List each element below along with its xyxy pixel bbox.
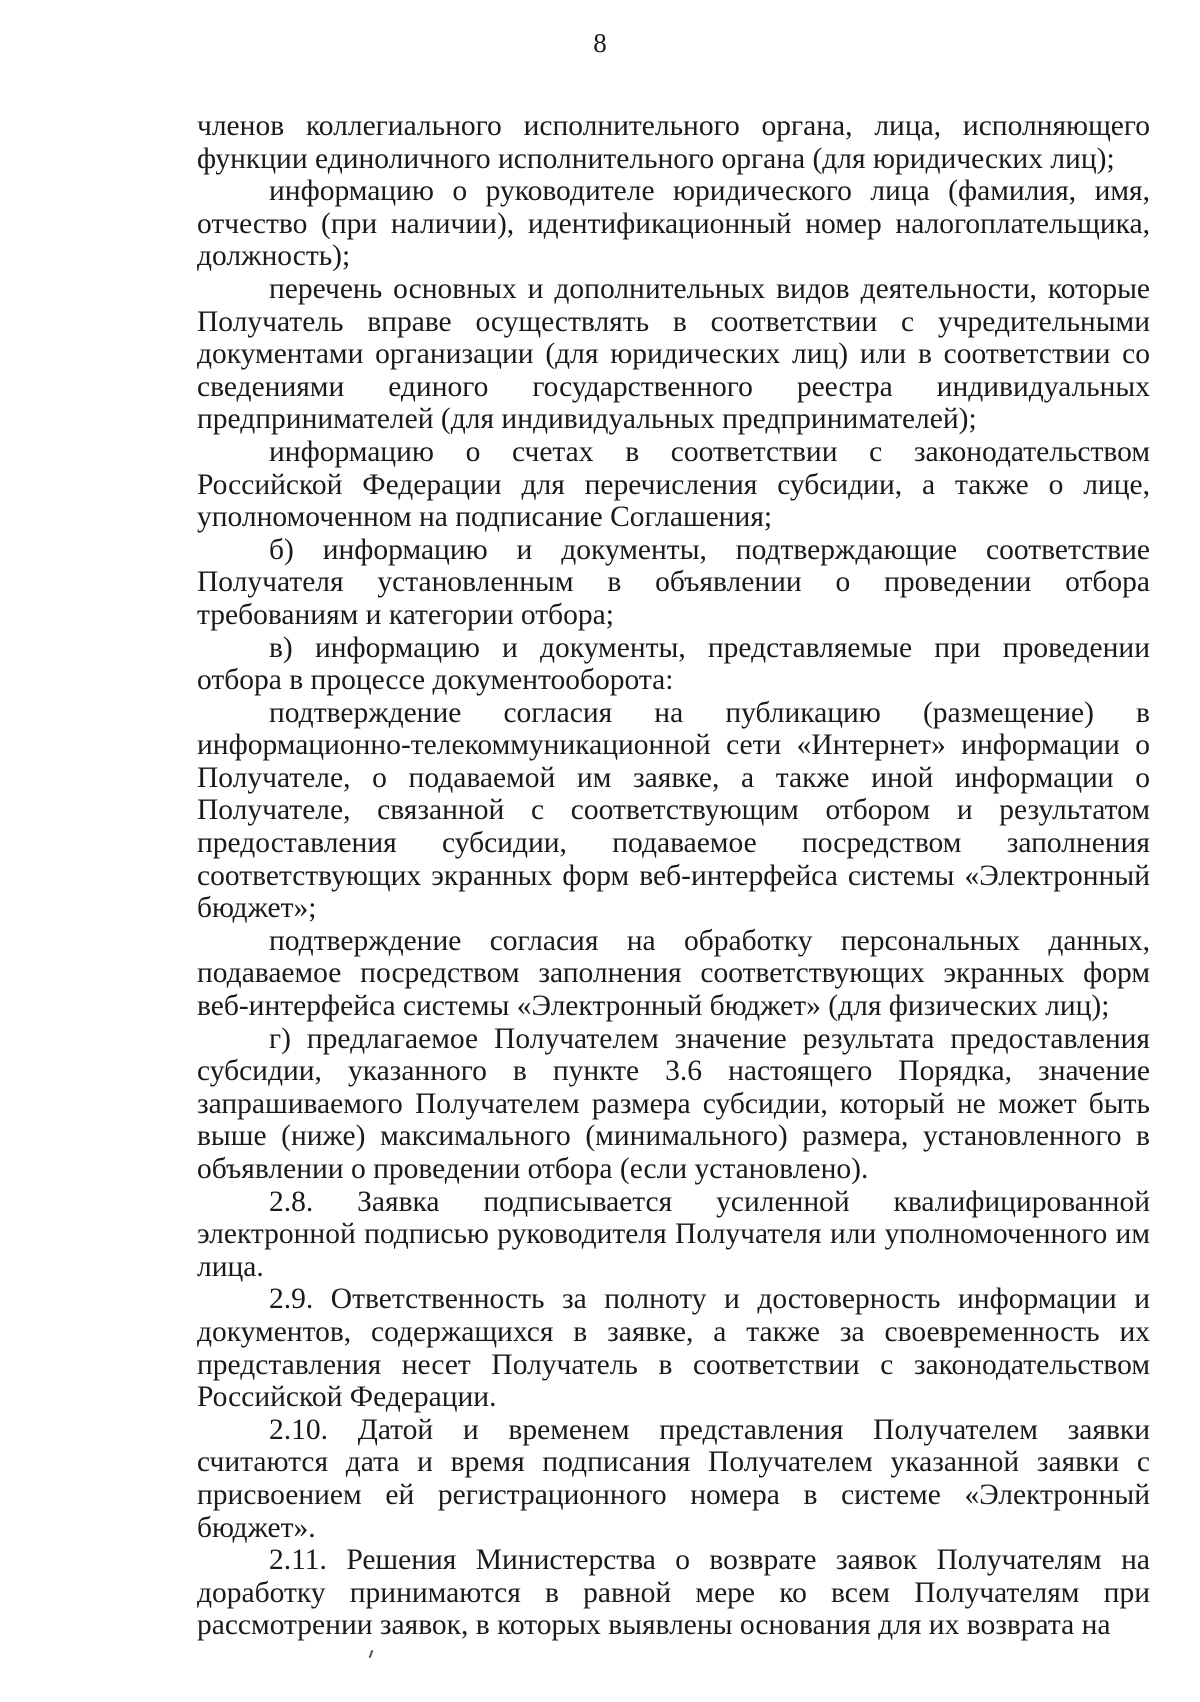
paragraph-2-11: 2.11. Решения Министерства о возврате заявок Получателям на доработку принимаются в равной мере ко всем Получателям при рассмотрении заявок, в которых выявлены основания для их возврата на bbox=[197, 1544, 1150, 1642]
document-body bbox=[197, 110, 1150, 1642]
page-number: 8 bbox=[593, 28, 607, 58]
paragraph-publication-consent: подтверждение согласия на публикацию (размещение) в информационно-телекоммуникационной сети «Интернет» информации о Получателе, о подаваемой им заявке, а также иной информации о Получателе, связанной с соответствующим отбором и результатом предоставления субсидии, подаваемое посредством заполнения соответствующих экранных форм веб-интерфейса системы «Электронный бюджет»; bbox=[197, 696, 1150, 925]
scan-speck bbox=[369, 1650, 374, 1658]
paragraph-2-10: 2.10. Датой и временем представления Получателем заявки считаются дата и время подписания Получателем указанной заявки с присвоением ей регистрационного номера в системе «Электронный бюджет». bbox=[197, 1413, 1150, 1544]
paragraph-continuation: членов коллегиального исполнительного органа, лица, исполняющего функции единоличного исполнительного органа (для юридических лиц); bbox=[197, 110, 1150, 175]
paragraph-item-g: г) предлагаемое Получателем значение результата предоставления субсидии, указанного в пункте 3.6 настоящего Порядка, значение запрашиваемого Получателем размера субсидии, который не может быть выше (ниже) максимального (минимального) размера, установленного в объявлении о проведении отбора (если установлено). bbox=[197, 1022, 1150, 1185]
paragraph-head-info: информацию о руководителе юридического лица (фамилия, имя, отчество (при наличии), идентификационный номер налогоплательщика, должность); bbox=[197, 175, 1150, 273]
paragraph-2-9: 2.9. Ответственность за полноту и достоверность информации и документов, содержащихся в заявке, а также за своевременность их представления несет Получатель в соответствии с законодательством Российской Федерации. bbox=[197, 1283, 1150, 1414]
paragraph-accounts-info: информацию о счетах в соответствии с законодательством Российской Федерации для перечисления субсидии, а также о лице, уполномоченном на подписание Соглашения; bbox=[197, 435, 1150, 534]
paragraph-item-v: в) информацию и документы, представляемые при проведении отбора в процессе документооборота: bbox=[197, 631, 1150, 697]
paragraph-personal-data-consent: подтверждение согласия на обработку персональных данных, подаваемое посредством заполнения соответствующих экранных форм веб-интерфейса системы «Электронный бюджет» (для физических лиц); bbox=[197, 924, 1150, 1023]
paragraph-activities-list: перечень основных и дополнительных видов деятельности, которые Получатель вправе осуществлять в соответствии с учредительными документами организации (для юридических лиц) или в соответствии со сведениями единого государственного реестра индивидуальных предпринимателей (для индивидуальных предпринимателей); bbox=[197, 272, 1150, 436]
paragraph-item-b: б) информацию и документы, подтверждающие соответствие Получателя установленным в объявлении о проведении отбора требованиям и категории отбора; bbox=[197, 533, 1150, 631]
paragraph-2-8: 2.8. Заявка подписывается усиленной квалифицированной электронной подписью руководителя Получателя или уполномоченного им лица. bbox=[197, 1185, 1150, 1283]
